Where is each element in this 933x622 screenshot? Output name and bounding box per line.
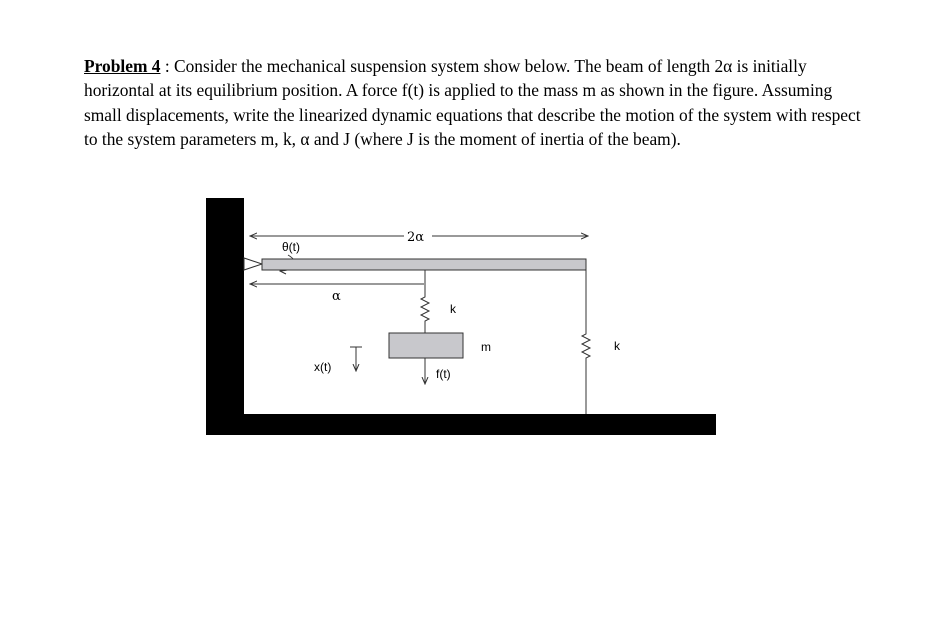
problem-title: Problem 4 — [84, 56, 161, 76]
right-spring-label: k — [614, 339, 620, 353]
theta-label: θ(t) — [282, 240, 300, 254]
ground — [206, 414, 716, 435]
force-label: f(t) — [436, 367, 451, 381]
problem-body: Consider the mechanical suspension system show below. The beam of length 2α is initially horizontal at its equilibrium position. A force f(t) is applied to the mass m as shown in the figure. Assuming small displacements, write the linearized dynamic equations that describe the motion of the system with respect to the system parameters m, k, α and J (where J is the moment of inertia of the beam). — [84, 56, 861, 150]
alpha-label: α — [332, 289, 341, 304]
wall — [206, 198, 244, 422]
beam-length-label: 2α — [407, 230, 425, 245]
beam — [262, 259, 586, 270]
mass-label: m — [481, 340, 491, 354]
middle-spring-label: k — [450, 302, 456, 316]
middle-spring — [421, 270, 429, 333]
pivot-hinge — [244, 258, 262, 270]
mass-block — [389, 333, 463, 358]
displacement-label: x(t) — [314, 360, 332, 374]
problem-separator: : — [160, 56, 175, 76]
right-spring — [582, 270, 590, 414]
